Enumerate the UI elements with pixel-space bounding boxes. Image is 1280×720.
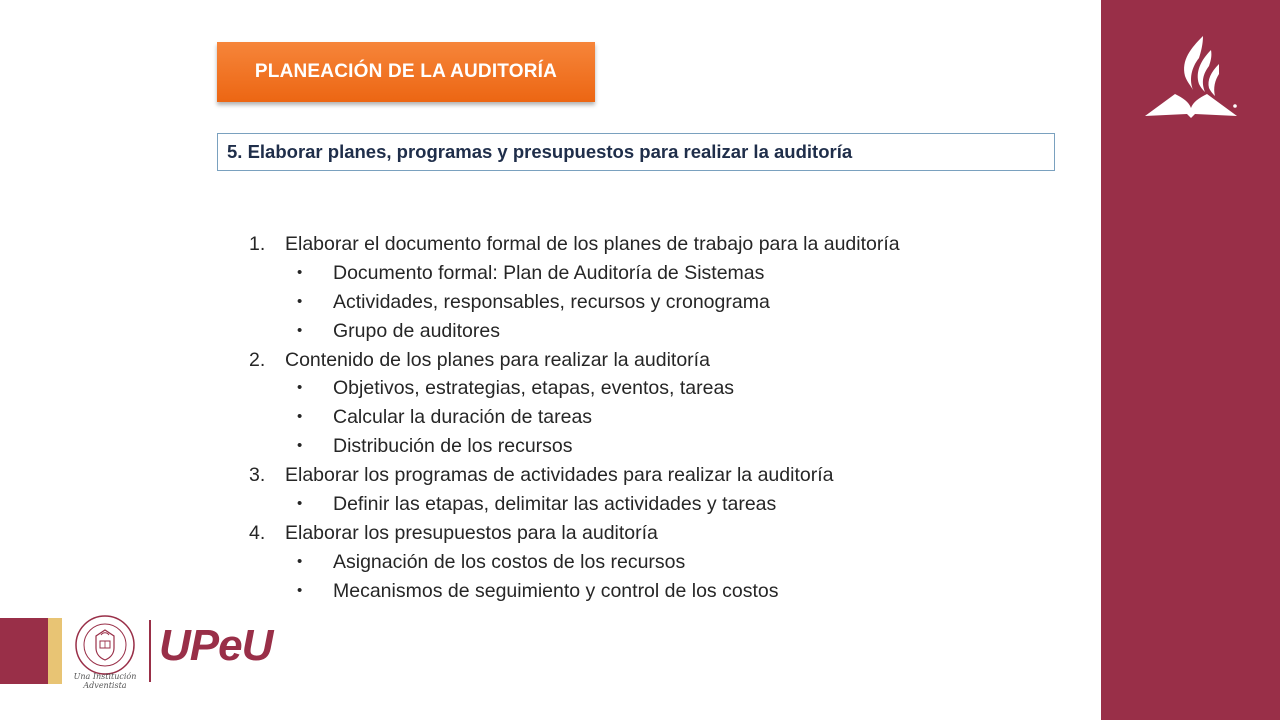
sub-bullet <box>0 577 1090 606</box>
sidebar-band <box>1101 0 1280 720</box>
sub-bullet-text: Objetivos, estrategias, etapas, eventos, tareas <box>333 377 735 400</box>
sub-bullet <box>0 432 1090 461</box>
bullet-icon: • <box>297 379 303 397</box>
list-item-4 <box>0 519 1090 548</box>
content-list <box>0 230 1090 606</box>
sub-bullet-text: Mecanismos de seguimiento y control de los costos <box>333 579 779 602</box>
sub-bullet-text: Documento formal: Plan de Auditoría de Sistemas <box>333 261 765 284</box>
bullet-icon: • <box>297 263 303 281</box>
adventist-flame-bible-icon <box>1141 30 1241 124</box>
bullet-icon: • <box>297 292 303 310</box>
list-number: 4. <box>249 521 266 544</box>
bullet-icon: • <box>297 321 303 339</box>
list-number: 2. <box>249 348 266 371</box>
list-number: 1. <box>249 233 266 255</box>
subtitle-box <box>217 133 1055 171</box>
section-title-button <box>217 42 595 102</box>
sub-bullet-text: Distribución de los recursos <box>333 435 573 458</box>
sub-bullet-text: Definir las etapas, delimitar las actividades y tareas <box>333 493 777 516</box>
sub-bullet <box>0 317 1090 346</box>
footer-divider <box>149 620 151 682</box>
sub-bullet <box>0 259 1090 288</box>
footer-gold-bar <box>48 618 62 684</box>
sub-bullet-text: Actividades, responsables, recursos y cronograma <box>333 290 770 313</box>
sub-bullet <box>0 490 1090 519</box>
motto-text: Una Institución Adventista <box>73 672 137 690</box>
list-item-2 <box>0 346 1090 375</box>
upeu-logo: UPeU <box>159 621 273 670</box>
bullet-icon: • <box>297 552 303 570</box>
bullet-icon: • <box>297 495 303 513</box>
sub-bullet <box>0 374 1090 403</box>
list-item-text: Elaborar el documento formal de los planes de trabajo para la auditoría <box>285 233 900 255</box>
list-item-text: Contenido de los planes para realizar la auditoría <box>285 348 710 371</box>
list-item-3 <box>0 461 1090 490</box>
bullet-icon: • <box>297 408 303 426</box>
sub-bullet-text: Asignación de los costos de los recursos <box>333 550 686 573</box>
section-title-text: PLANEACIÓN DE LA AUDITORÍA <box>254 61 558 82</box>
sub-bullet <box>0 548 1090 577</box>
sub-bullet-text: Grupo de auditores <box>333 319 500 342</box>
sub-bullet-text: Calcular la duración de tareas <box>333 406 593 429</box>
university-seal-icon <box>74 614 136 676</box>
footer-accent-bar <box>0 618 48 684</box>
list-item-1 <box>0 230 1090 259</box>
list-item-text: Elaborar los presupuestos para la auditoría <box>285 521 658 544</box>
bullet-icon: • <box>297 581 303 599</box>
list-number: 3. <box>249 464 266 487</box>
subtitle-text: 5. Elaborar planes, programas y presupuestos para realizar la auditoría <box>227 141 853 162</box>
sub-bullet <box>0 288 1090 317</box>
list-item-text: Elaborar los programas de actividades para realizar la auditoría <box>285 464 834 487</box>
sub-bullet <box>0 403 1090 432</box>
bullet-icon: • <box>297 437 303 455</box>
